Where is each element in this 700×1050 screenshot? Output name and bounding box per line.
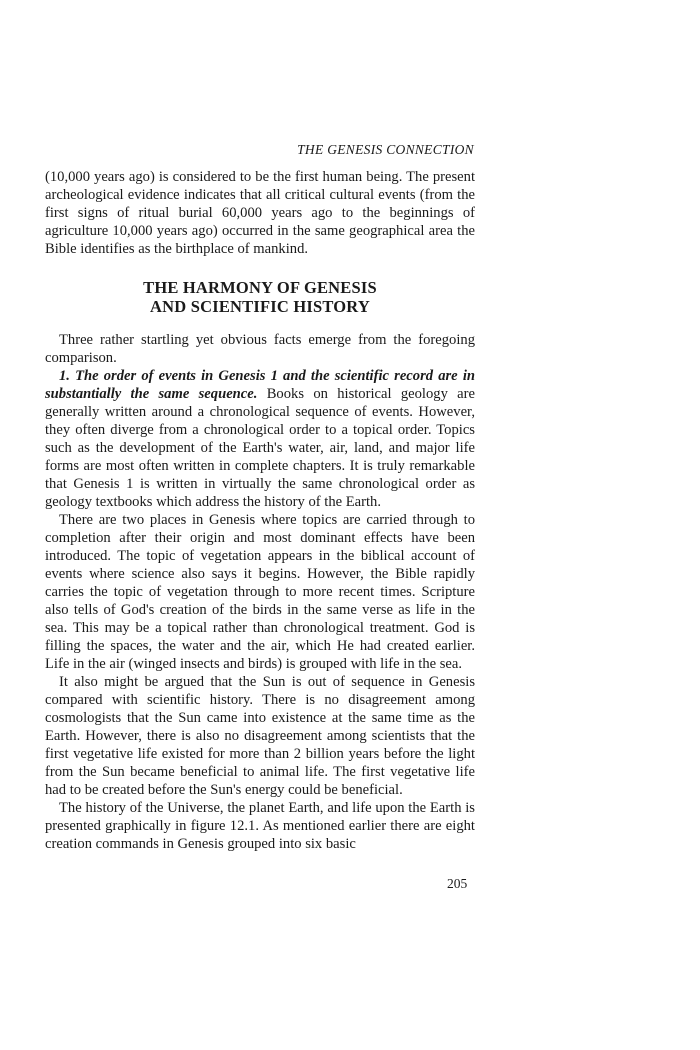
- running-head: THE GENESIS CONNECTION: [297, 142, 474, 157]
- section-heading-line-1: THE HARMONY OF GENESIS: [143, 278, 377, 297]
- section-heading-line-2: AND SCIENTIFIC HISTORY: [150, 297, 370, 316]
- paragraph-topics: There are two places in Genesis where topics are carried through to completion after their origin and most dominant effects have been introduced. The topic of vegetation appears in the biblical account of events where science also says it begins. However, the Bible rapidly carries the topic of vegetation through to more recent times. Scripture also tells of God's creation of the birds in the same verse as life in the sea. This may be a topical rather than chronological treatment. God is filling the spaces, the water and the air, which He had created earlier. Life in the air (winged insects and birds) is grouped with life in the sea.: [45, 512, 475, 672]
- paragraph-history: The history of the Universe, the planet Earth, and life upon the Earth is presented graphically in figure 12.1. As mentioned earlier there are eight creation commands in Genesis grouped into six basic: [45, 800, 475, 852]
- paragraph-sun: It also might be argued that the Sun is out of sequence in Genesis compared with scientific history. There is no disagreement among cosmologists that the Sun came into existence at the same time as the Earth. However, there is also no disagreement among scientists that the first vegetative life existed for more than 2 billion years before the light from the Sun became beneficial to animal life. The first vegetative life had to be created before the Sun's energy could be beneficial.: [45, 674, 475, 798]
- carryover-paragraph: (10,000 years ago) is considered to be the first human being. The present archeological evidence indicates that all critical cultural events (from the first signs of ritual burial 60,000 years ago to the beginnings of agriculture 10,000 years ago) occurred in the same geographical area the Bible identifies as the birthplace of mankind.: [45, 169, 475, 257]
- section-heading: [45, 278, 475, 316]
- paragraph-intro: Three rather startling yet obvious facts emerge from the foregoing comparison.: [45, 332, 475, 366]
- page-number: 205: [447, 876, 468, 891]
- point-1-lead: 1. The order of events in Genesis 1 and the scientific record are in substantially the same sequence.: [45, 368, 475, 402]
- paragraph-point-1: [45, 367, 475, 511]
- section-body: [45, 331, 475, 853]
- point-1-text: Books on historical geology are generally written around a chronological sequence of events. However, they often diverge from a chronological order to a topical order. Topics such as the development of the Earth's water, air, land, and major life forms are most often written in complete chapters. It is truly remarkable that Genesis 1 is written in virtually the same chronological order as geology textbooks which address the history of the Earth.: [45, 386, 475, 510]
- carryover-paragraph-block: [45, 168, 475, 258]
